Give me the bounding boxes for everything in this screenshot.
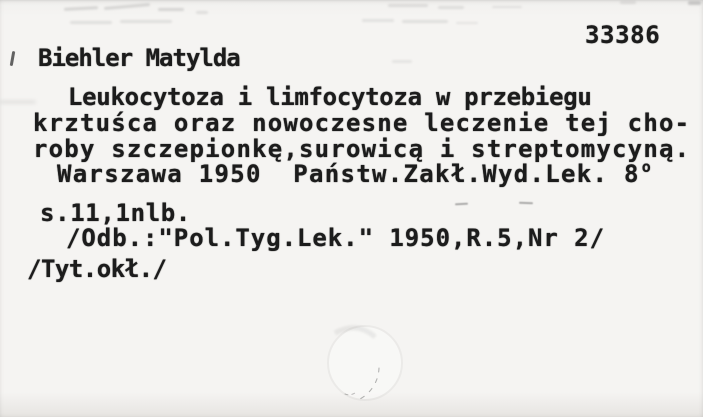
smudge-mark bbox=[492, 6, 522, 8]
catalog-number: 33386 bbox=[585, 21, 661, 49]
cover-title-note: /Tyt.okł./ bbox=[27, 255, 167, 283]
title-line-3: roby szczepionkę,surowicą i streptomycyną. bbox=[33, 135, 691, 163]
smudge-mark bbox=[120, 20, 172, 23]
smudge-mark bbox=[438, 6, 464, 9]
offprint-note: /Odb.:"Pol.Tyg.Lek." 1950,R.5,Nr 2/ bbox=[66, 224, 605, 252]
smudge-mark bbox=[388, 4, 428, 7]
smudge-mark bbox=[362, 19, 394, 22]
punch-hole-ghost bbox=[315, 315, 435, 415]
smudge-mark bbox=[392, 60, 412, 63]
title-line-1: Leukocytoza i limfocytoza w przebiegu bbox=[68, 83, 592, 111]
author-heading: Biehler Matylda bbox=[38, 44, 240, 72]
smudge-mark bbox=[456, 22, 478, 24]
smudge-mark bbox=[104, 3, 150, 10]
smudge-mark bbox=[0, 100, 36, 104]
pencil-dash bbox=[519, 202, 533, 204]
smudge-mark bbox=[70, 21, 112, 24]
pen-stroke-mark bbox=[10, 51, 15, 66]
pencil-dash bbox=[455, 203, 468, 206]
imprint-text: Warszawa 1950 Państw.Zakł.Wyd.Lek. 8 bbox=[57, 160, 640, 188]
smudge-mark bbox=[158, 8, 184, 11]
smudge-mark bbox=[688, 1, 701, 5]
imprint-line bbox=[57, 158, 651, 188]
format-superscript: o bbox=[641, 158, 651, 176]
title-line-2: krztuśca oraz nowoczesne leczenie tej cho- bbox=[33, 109, 691, 137]
smudge-mark bbox=[196, 11, 208, 14]
smudge-mark bbox=[402, 20, 448, 23]
smudge-mark bbox=[620, 1, 636, 4]
smudge-mark bbox=[64, 6, 98, 11]
collation-line: s.11,1nlb. bbox=[40, 199, 191, 227]
